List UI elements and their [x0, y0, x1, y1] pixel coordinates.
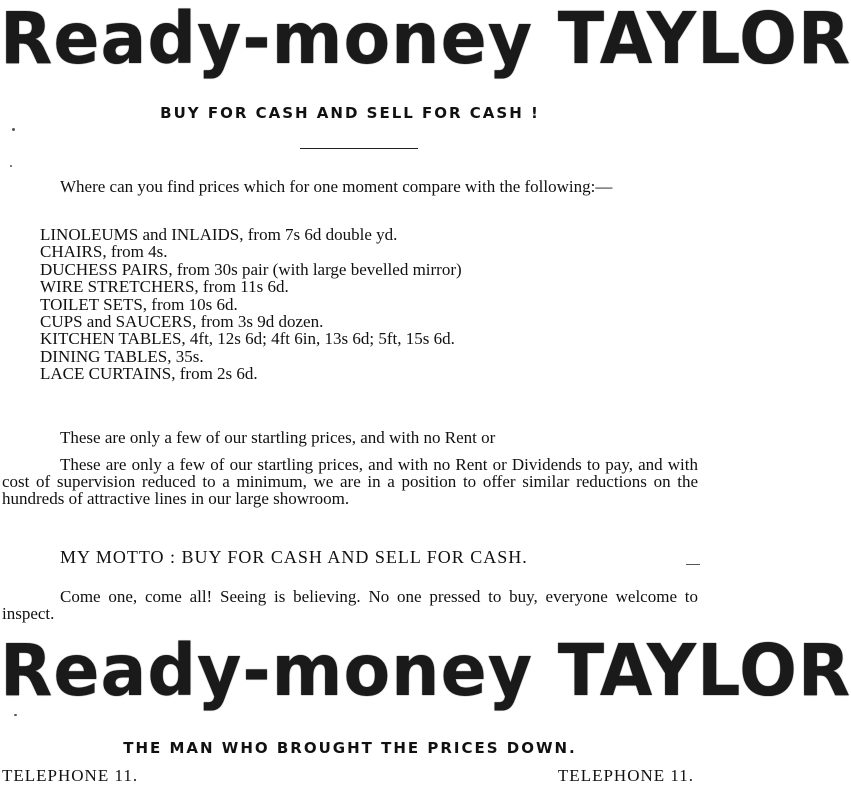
print-speck — [10, 165, 12, 167]
closing-paragraph: Come one, come all! Seeing is believing. No one pressed to buy, everyone welcome to inspect. — [2, 587, 698, 623]
list-item: LACE CURTAINS, from 2s 6d. — [40, 364, 258, 384]
divider-rule — [300, 148, 418, 149]
list-item: DUCHESS PAIRS, from 30s pair (with large bevelled mirror) — [40, 259, 462, 279]
list-item: KITCHEN TABLES, 4ft, 12s 6d; 4ft 6in, 13s 6d; 5ft, 15s 6d. — [40, 329, 455, 349]
intro-paragraph: Where can you find prices which for one moment compare with the following:— — [60, 177, 613, 196]
list-item: CHAIRS, from 4s. — [40, 242, 168, 262]
list-item: CUPS and SAUCERS, from 3s 9d dozen. — [40, 312, 324, 332]
list-item: DINING TABLES, 35s. — [40, 346, 204, 366]
headline-title: Ready-money TAYLOR — [0, 0, 851, 81]
footer-title: Ready-money TAYLOR — [0, 630, 851, 713]
list-item: TOILET SETS, from 10s 6d. — [40, 294, 238, 314]
telephone-right: TELEPHONE 11. — [557, 766, 694, 785]
print-speck — [14, 714, 17, 716]
body-paragraph: These are only a few of our startling prices, and with no Rent or Dividends to pay, and with cost of supervision reduced to a minimum, we are in a position to offer similar reductions on the hundreds of attractive lines in our large showroom. — [2, 455, 698, 508]
list-item: LINOLEUMS and INLAIDS, from 7s 6d double yd. — [40, 225, 398, 244]
duplicated-fragment-line: These are only a few of our startling prices, and with no Rent or — [60, 428, 496, 447]
price-list — [40, 226, 462, 383]
footer-tagline: THE MAN WHO BROUGHT THE PRICES DOWN. — [123, 739, 577, 757]
print-speck — [12, 128, 15, 131]
telephone-left: TELEPHONE 11. — [2, 766, 139, 785]
list-item: WIRE STRETCHERS, from 11s 6d. — [40, 277, 289, 297]
slogan: BUY FOR CASH AND SELL FOR CASH ! — [160, 104, 540, 122]
print-speck — [686, 564, 700, 565]
motto: MY MOTTO : BUY FOR CASH AND SELL FOR CASH. — [60, 547, 528, 567]
